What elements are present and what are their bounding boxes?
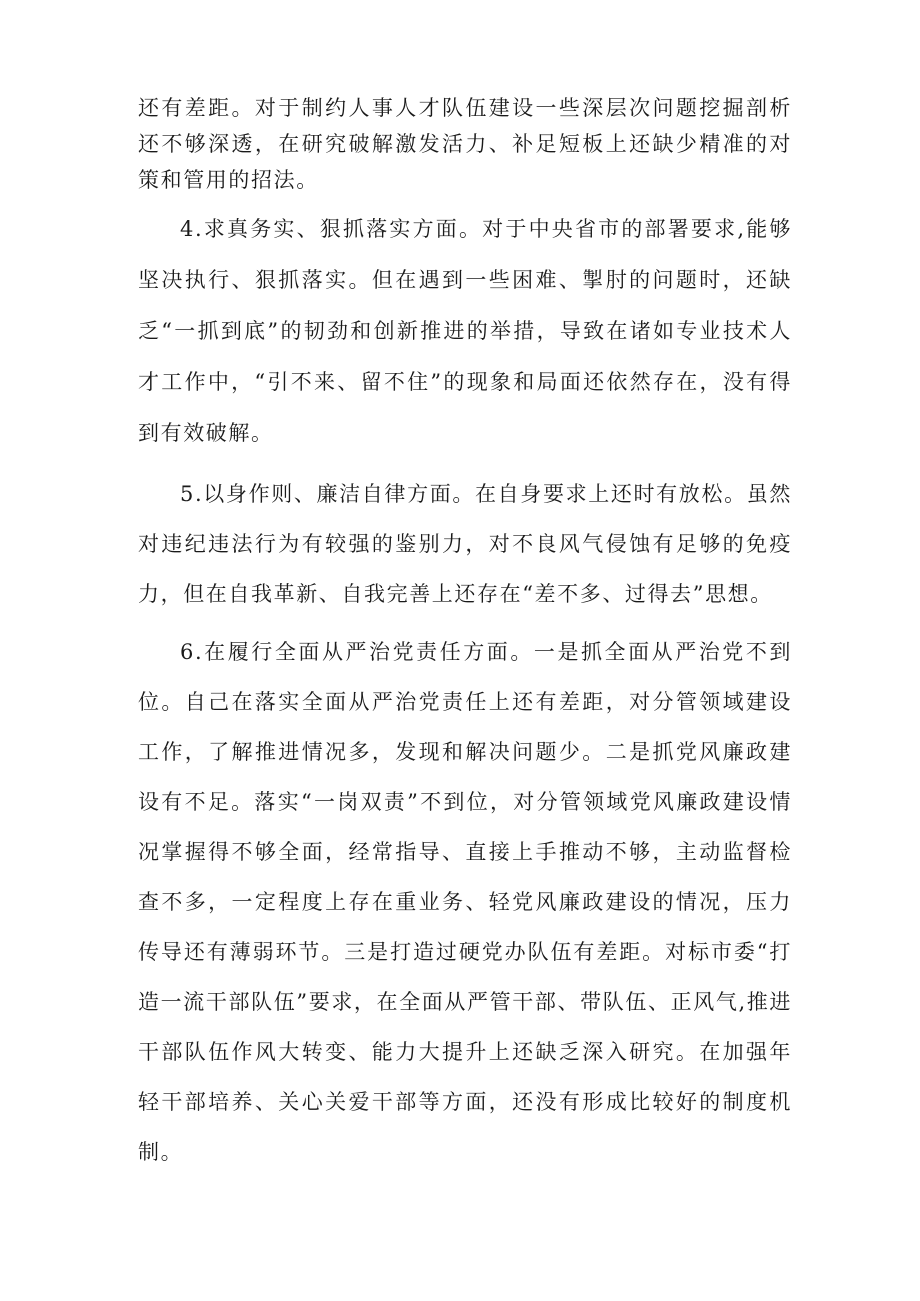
paragraph-item-5: 5.以身作则、廉洁自律方面。在自身要求上还时有放松。虽然对违纪违法行为有较强的鉴别力，对不良风气侵蚀有足够的免疫力，但在自我革新、自我完善上还存在“差不多、过得去”思想。 bbox=[138, 482, 792, 606]
paragraph-item-6: 6.在履行全面从严治党责任方面。一是抓全面从严治党不到位。自己在落实全面从严治党责任上还有差距，对分管领域建设工作，了解推进情况多，发现和解决问题少。二是抓党风廉政建设有不足。落实“一岗双责”不到位，对分管领域党风廉政建设情况掌握得不够全面，经常指导、直接上手推动不够，主动监督检查不多，一定程度上存在重业务、轻党风廉政建设的情况，压力传导还有薄弱环节。三是打造过硬党办队伍有差距。对标市委“打造一流干部队伍”要求，在全面从严管干部、带队伍、正风气,推进干部队伍作风大转变、能力大提升上还缺乏深入研究。在加强年轻干部培养、关心关爱干部等方面，还没有形成比较好的制度机制。 bbox=[138, 640, 792, 1164]
paragraph-continuation: 还有差距。对于制约人事人才队伍建设一些深层次问题挖掘剖析还不够深透，在研究破解激发活力、补足短板上还缺少精准的对策和管用的招法。 bbox=[138, 96, 792, 192]
paragraph-item-4: 4.求真务实、狠抓落实方面。对于中央省市的部署要求,能够坚决执行、狠抓落实。但在遇到一些困难、掣肘的问题时，还缺乏“一抓到底”的韧劲和创新推进的举措，导致在诸如专业技术人才工作中，“引不来、留不住”的现象和局面还依然存在，没有得到有效破解。 bbox=[138, 217, 792, 445]
